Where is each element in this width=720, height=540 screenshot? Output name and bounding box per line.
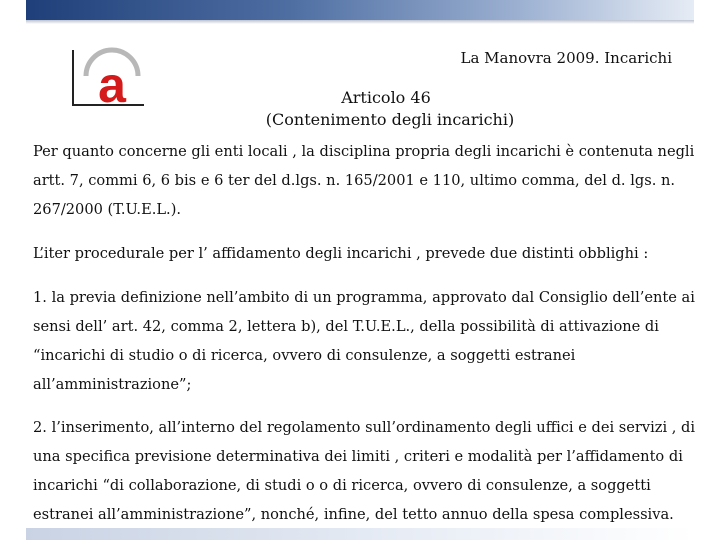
- top-decorative-band: [26, 0, 694, 20]
- paragraph-obligation-1: 1. la previa definizione nell’ambito di un programma, approvato dal Consiglio dell’ente ai sensi dell’ art. 42, comma 2, lettera b), del T.U.E.L., della possibilità di attivazione di “incarichi di studio o di ricerca, ovvero di consulenze, a soggetti estranei all’amministrazione”;: [33, 289, 695, 393]
- page-header-title: La Manovra 2009. Incarichi: [460, 49, 672, 67]
- paragraph-obligation-2: 2. l’inserimento, all’interno del regolamento sull’ordinamento degli uffici e dei servizi , di una specifica previsione determinativa dei limiti , criteri e modalità per l’affidamento di incarichi “di collaborazione, di studi o o di ricerca, ovvero di consulenze, a soggetti estranei all’amministrazione”, nonché, infine, del tetto annuo della spesa complessiva.: [33, 419, 696, 523]
- logo-frame-left: [72, 50, 74, 106]
- article-number: Articolo 46: [341, 88, 431, 107]
- logo-letter: a: [98, 57, 126, 106]
- top-band-shadow: [26, 20, 694, 24]
- logo: [72, 50, 146, 108]
- bottom-decorative-band: [26, 528, 694, 540]
- article-heading: (Contenimento degli incarichi): [265, 110, 515, 129]
- paragraph-enti-locali: Per quanto concerne gli enti locali , la disciplina propria degli incarichi è contenuta negli artt. 7, commi 6, 6 bis e 6 ter del d.lgs. n. 165/2001 e 110, ultimo comma, del d. lgs. n. 267/2000 (T.U.E.L.).: [33, 143, 695, 218]
- paragraph-iter: L’iter procedurale per l’ affidamento degli incarichi , prevede due distinti obblighi :: [33, 245, 649, 262]
- logo-a-icon: [82, 46, 142, 106]
